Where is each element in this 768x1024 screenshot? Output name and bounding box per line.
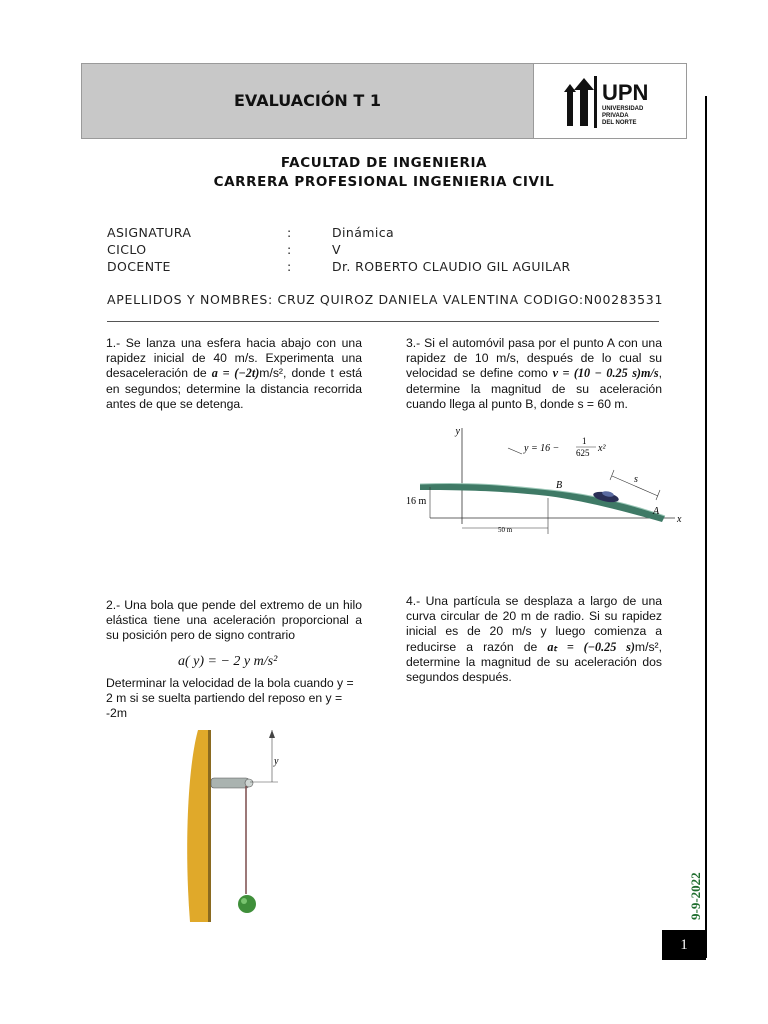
fig3-label-16m: 16 m (406, 496, 427, 507)
fig3-label-y: y (455, 426, 460, 437)
q2-formula: a( y) = − 2 y m/s² (178, 654, 278, 669)
q3-text-pre: 3.- Si el automóvil pasa por el punto A con una rapidez de 10 m/s, después de lo cual su velocidad se define como (406, 336, 662, 381)
upn-logo-icon (534, 64, 687, 140)
q1-formula: a = (−2t) (211, 366, 260, 381)
question-2 (106, 598, 362, 644)
q1-text-post: m/s², donde t está en segundos; determine la distancia recorrida antes de que se detenga. (106, 366, 362, 411)
q2-text2: Determinar la velocidad de la bola cuando y = 2 m si se suelta partiendo del reposo en y = -2m (106, 676, 354, 721)
faculty-name: FACULTAD DE INGENIERIA (280, 155, 488, 171)
info-label-asignatura: ASIGNATURA (107, 225, 192, 240)
logo-sub-3: DEL NORTE (602, 120, 637, 126)
q4-formula: aₜ = (−0.25 s) (547, 639, 635, 654)
fig3-eq-suffix: x² (598, 443, 606, 454)
info-label-docente: DOCENTE (107, 259, 171, 274)
q3-formula: v = (10 − 0.25 s)m/s (552, 366, 659, 381)
fig3-eq-den: 625 (576, 448, 590, 458)
right-margin-rule (705, 96, 707, 958)
separator-line (107, 321, 659, 322)
logo-sub-1: UNIVERSIDAD (602, 106, 644, 112)
info-colon-3: : (287, 259, 292, 274)
fig3-label-x: x (677, 514, 682, 525)
q4-text-pre: 4.- Una partícula se desplaza a largo de una curva circular de 20 m de radio. Si su rapidez inicial es de 20 m/s y luego comienza a reducirse a razón de (406, 594, 662, 654)
info-value-docente: Dr. ROBERTO CLAUDIO GIL AGUILAR (332, 259, 571, 274)
info-colon-1: : (287, 225, 292, 240)
question-4 (406, 594, 662, 685)
info-value-asignatura: Dinámica (332, 225, 395, 240)
fig3-eq-num: 1 (582, 436, 587, 446)
q2-text: 2.- Una bola que pende del extremo de un hilo elástica tiene una aceleración proporcional a su posición pero de signo contrario (106, 598, 362, 643)
question-3 (406, 336, 662, 412)
logo-box (534, 63, 687, 139)
q4-text-post: m/s², determine la magnitud de su aceleración dos segundos después. (406, 639, 662, 685)
question-2-part2 (106, 676, 362, 722)
date-text: 9-9-2022 (688, 872, 703, 920)
student-line: APELLIDOS Y NOMBRES: CRUZ QUIROZ DANIELA VALENTINA CODIGO:N00283531 (107, 292, 664, 307)
fig3-label-A: A (653, 506, 660, 517)
info-colon-2: : (287, 242, 292, 257)
info-label-ciclo: CICLO (107, 242, 147, 257)
figure-car-curve (400, 424, 685, 544)
fig3-label-s: s (634, 474, 638, 485)
page-number: 1 (662, 930, 706, 960)
question-1 (106, 336, 362, 412)
fig3-eq-prefix: y = 16 − (524, 443, 560, 454)
page-title: EVALUACIÓN T 1 (234, 91, 381, 110)
date-stamp (672, 862, 712, 922)
q3-text-post: , determine la magnitud de su aceleración cuando llega al punto B, donde s = 60 m. (406, 366, 662, 411)
logo-text: UPN (602, 80, 649, 105)
q1-text-pre: 1.- Se lanza una esfera hacia abajo con una rapidez inicial de 40 m/s. Experimenta una desaceleración de (106, 336, 362, 381)
header-title-box (81, 63, 534, 139)
figure-hanging-ball (180, 726, 290, 926)
career-name: CARRERA PROFESIONAL INGENIERIA CIVIL (213, 174, 555, 190)
info-value-ciclo: V (332, 242, 341, 257)
fig3-label-B: B (556, 480, 563, 491)
fig2-label-y: y (274, 756, 279, 767)
fig3-label-50m: 50 m (498, 526, 513, 534)
logo-sub-2: PRIVADA (602, 113, 629, 119)
